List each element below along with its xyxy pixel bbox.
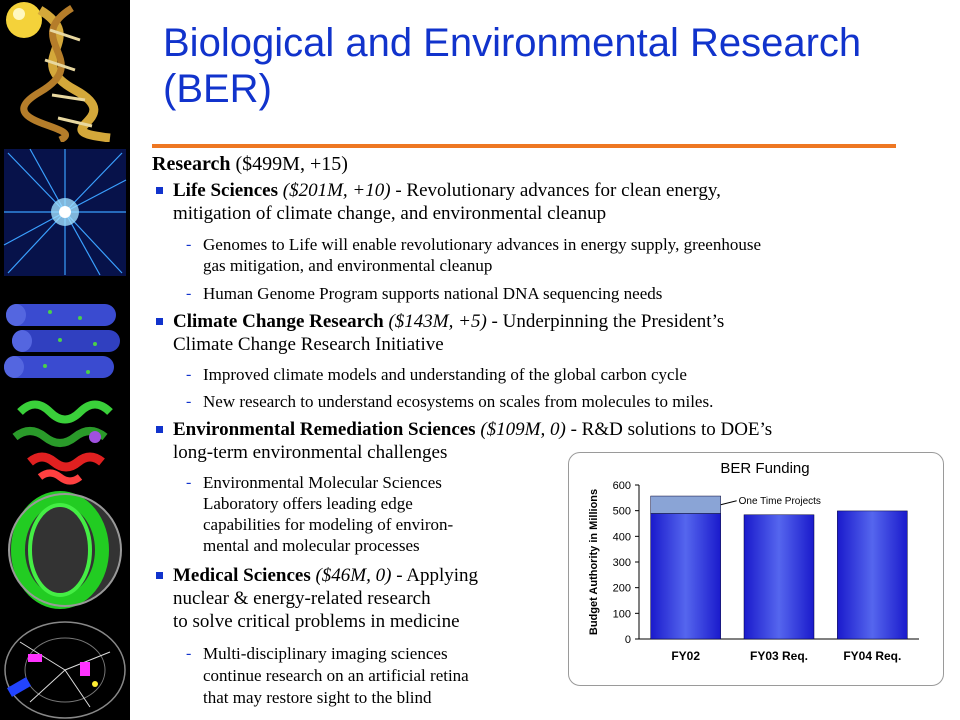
x-tick-label: FY04 Req.: [843, 649, 902, 663]
square-bullet-icon: [156, 572, 163, 579]
emsl-bullet-line1: Environmental Molecular Sciences: [203, 473, 442, 492]
ber-funding-chart: [568, 452, 944, 686]
medical-heading: Medical Sciences: [173, 565, 311, 586]
research-label: Research: [152, 153, 231, 175]
square-bullet-icon: [156, 426, 163, 433]
imaging-bullet-line1: Multi-disciplinary imaging sciences: [203, 644, 448, 663]
genomes-bullet-line1: Genomes to Life will enable revolutionary advances in energy supply, greenhouse: [203, 235, 761, 254]
y-tick-label: 0: [624, 634, 631, 646]
y-tick-label: 600: [612, 480, 631, 492]
climate-heading: Climate Change Research: [173, 311, 384, 332]
square-bullet-icon: [156, 318, 163, 325]
remediation-amount: ($109M, 0): [480, 419, 566, 440]
y-tick-label: 400: [612, 531, 631, 544]
square-bullet-icon: [156, 187, 163, 194]
life-sciences-line2: mitigation of climate change, and environmental cleanup: [173, 203, 607, 224]
y-tick-label: 300: [612, 557, 631, 569]
dash-bullet-icon: -: [186, 474, 192, 491]
medical-amount: ($46M, 0): [315, 565, 392, 586]
dna-helix-image: [0, 0, 130, 142]
y-tick-label: 200: [612, 582, 631, 595]
genome-program-bullet: Human Genome Program supports national DNA sequencing needs: [203, 284, 663, 303]
x-tick-label: FY03 Req.: [749, 649, 809, 663]
life-sciences-heading: Life Sciences: [173, 180, 279, 201]
protein-structure-image: [0, 392, 130, 487]
ecosystems-bullet: New research to understand ecosystems on scales from molecules to miles.: [203, 392, 714, 411]
one-time-projects-annotation: One Time Projects: [738, 495, 821, 507]
remediation-heading: Environmental Remediation Sciences: [173, 419, 476, 440]
bar: [744, 515, 814, 639]
life-sciences-desc: - Revolutionary advances for clean energy,: [390, 180, 721, 201]
dash-bullet-icon: -: [186, 236, 192, 253]
life-sciences-amount: ($201M, +10): [282, 180, 391, 201]
research-header: [152, 152, 348, 176]
climate-amount: ($143M, +5): [388, 311, 487, 332]
plasma-torus-image: [0, 490, 130, 610]
research-amount: ($499M, +15): [235, 153, 348, 175]
y-tick-label: 100: [612, 608, 631, 621]
medical-line3: to solve critical problems in medicine: [173, 611, 460, 632]
genomes-bullet-line2: gas mitigation, and environmental cleanup: [203, 256, 493, 275]
climate-desc: - Underpinning the President’s: [486, 311, 725, 332]
y-axis-label: Budget Authority in Millions: [588, 488, 600, 636]
x-tick-label: FY02: [671, 649, 701, 663]
dash-bullet-icon: -: [186, 285, 192, 302]
bar: [651, 513, 721, 639]
emsl-bullet-line3: capabilities for modeling of environ-: [203, 515, 454, 534]
particle-detector-image: [0, 612, 130, 720]
medical-desc: - Applying: [391, 565, 479, 586]
dash-bullet-icon: -: [186, 366, 192, 383]
nanotube-image: [0, 282, 130, 390]
climate-models-bullet: Improved climate models and understanding of the global carbon cycle: [203, 365, 687, 384]
annotation-leader: [721, 501, 737, 505]
imaging-bullet-line3: that may restore sight to the blind: [203, 688, 432, 707]
image-sidebar: [0, 0, 130, 720]
page-title: Biological and Environmental Research (BER): [163, 21, 862, 111]
bar: [837, 511, 907, 639]
remediation-line2: long-term environmental challenges: [173, 442, 448, 463]
climate-line1: [173, 311, 724, 333]
emsl-bullet-line4: mental and molecular processes: [203, 536, 420, 555]
climate-line2: Climate Change Research Initiative: [173, 334, 444, 355]
remediation-desc: - R&D solutions to DOE’s: [565, 419, 773, 440]
medical-line1: [173, 565, 478, 587]
y-tick-label: 500: [612, 505, 631, 518]
remediation-line1: [173, 419, 772, 441]
chart-title: BER Funding: [720, 460, 810, 477]
chart-canvas: [569, 453, 943, 685]
dash-bullet-icon: -: [186, 393, 192, 410]
particle-burst-image: [0, 145, 130, 280]
medical-line2: nuclear & energy-related research: [173, 588, 431, 609]
one-time-projects-bar: [651, 496, 721, 513]
emsl-bullet-line2: Laboratory offers leading edge: [203, 494, 413, 513]
title-underline: [152, 144, 896, 148]
life-sciences-line1: [173, 180, 721, 202]
imaging-bullet-line2: continue research on an artificial retina: [203, 666, 469, 685]
dash-bullet-icon: -: [186, 645, 192, 662]
